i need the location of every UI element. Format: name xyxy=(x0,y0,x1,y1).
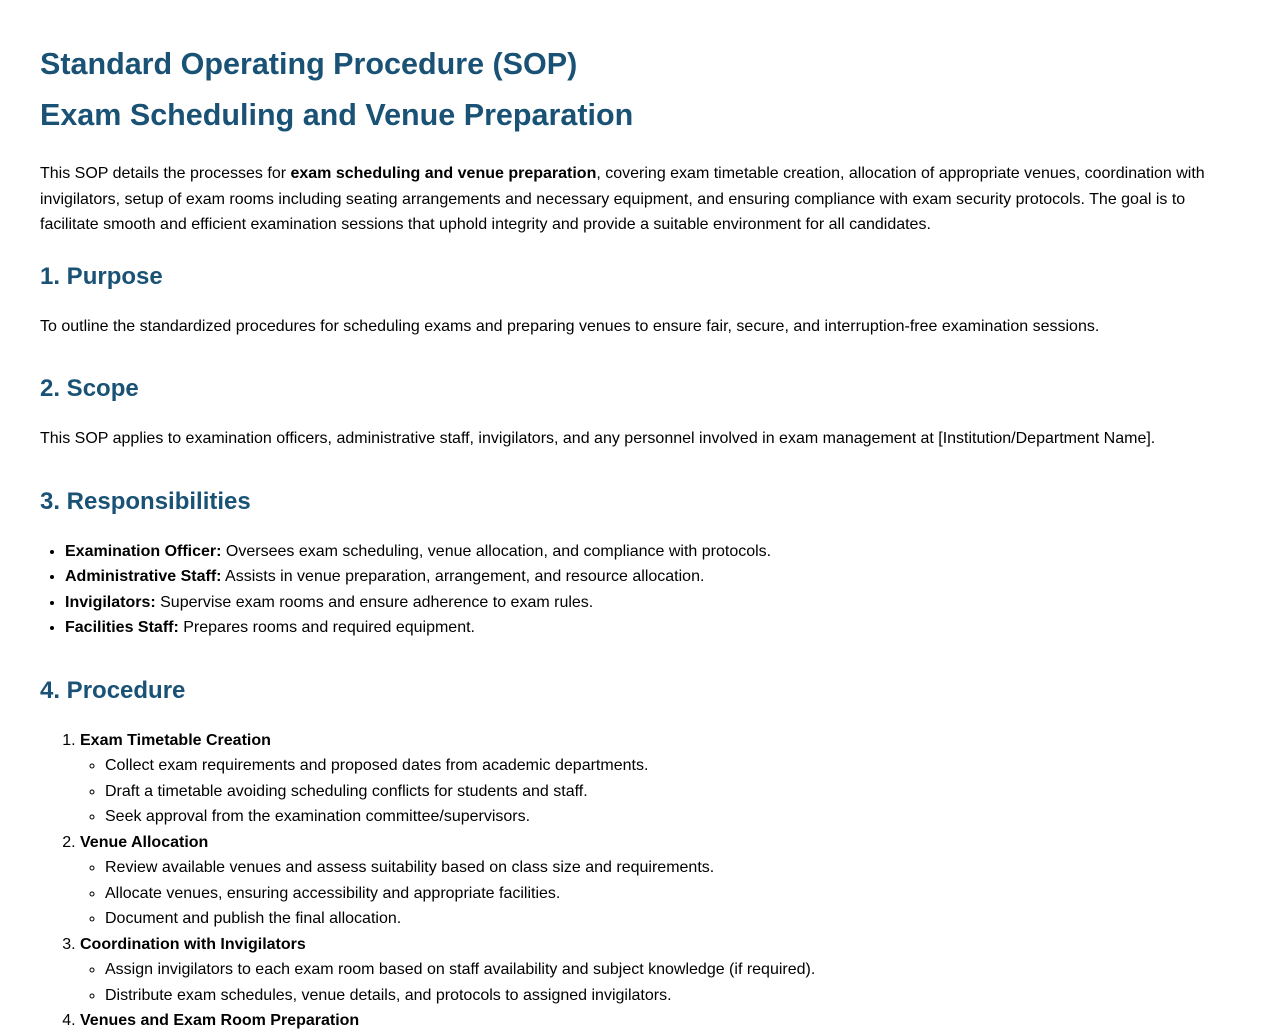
list-item: ◦ Draft a timetable avoiding scheduling conflicts for students and staff. xyxy=(105,779,1223,805)
step-substeps xyxy=(80,855,1223,932)
document-title: Standard Operating Procedure (SOP) xyxy=(40,47,578,81)
list-item xyxy=(65,539,1223,565)
list-item: ◦ Distribute exam schedules, venue details, and protocols to assigned invigilators. xyxy=(105,983,1223,1009)
intro-paragraph xyxy=(40,161,1220,238)
role-label: Examination Officer: xyxy=(65,542,222,560)
role-label: Administrative Staff: xyxy=(65,568,222,585)
procedure-step xyxy=(80,728,1223,830)
list-item: ◦ Document and publish the final allocation. xyxy=(105,906,1223,932)
step-title: Venue Allocation xyxy=(80,833,209,851)
intro-suffix: , covering exam timetable creation, allocation of appropriate venues, coordination with invigilators, setup of exam rooms including seating arrangements and necessary equipment, and ensuring compliance with exam security protocols. The goal is to facilitate smooth and efficient examination sessions that uphold integrity and provide a suitable environment for all candidates. xyxy=(40,165,1205,233)
step-title: Venues and Exam Room Preparation xyxy=(80,1012,360,1029)
list-item: ◦ Seek approval from the examination committee/supervisors. xyxy=(105,804,1223,830)
role-label: Invigilators: xyxy=(65,593,156,611)
role-description: Supervise exam rooms and ensure adherence to exam rules. xyxy=(155,593,594,611)
step-title: Exam Timetable Creation xyxy=(80,731,271,749)
intro-prefix: This SOP details the processes for xyxy=(40,165,291,182)
scope-text: This SOP applies to examination officers, administrative staff, invigilators, and any personnel involved in exam management at [Institution/Department Name]. xyxy=(40,430,1156,447)
list-item: ◦ Collect exam requirements and proposed dates from academic departments. xyxy=(105,753,1223,779)
document-subtitle: Exam Scheduling and Venue Preparation xyxy=(40,98,634,132)
role-description: Prepares rooms and required equipment. xyxy=(178,619,475,636)
role-description: Oversees exam scheduling, venue allocation, and compliance with protocols. xyxy=(221,542,772,560)
responsibilities-heading: 3. Responsibilities xyxy=(40,487,251,515)
step-title: Coordination with Invigilators xyxy=(80,935,306,953)
procedure-step xyxy=(80,830,1223,932)
list-item: ◦ Assign invigilators to each exam room based on staff availability and subject knowledge (if required). xyxy=(105,957,1223,983)
list-item xyxy=(65,590,1223,616)
list-item: ◦ Allocate venues, ensuring accessibility and appropriate facilities. xyxy=(105,881,1223,907)
procedure-step xyxy=(80,1008,1223,1034)
procedure-steps xyxy=(40,728,1223,1034)
list-item: ◦ Review available venues and assess suitability based on class size and requirements. xyxy=(105,855,1223,881)
procedure-step xyxy=(80,932,1223,1009)
purpose-heading: 1. Purpose xyxy=(40,262,163,290)
responsibilities-list xyxy=(40,539,1223,641)
role-description: Assists in venue preparation, arrangement, and resource allocation. xyxy=(221,568,705,585)
step-substeps xyxy=(80,957,1223,1008)
scope-heading: 2. Scope xyxy=(40,375,139,402)
step-substeps xyxy=(80,753,1223,830)
list-item xyxy=(65,615,1223,641)
intro-bold-phrase: exam scheduling and venue preparation xyxy=(290,165,597,182)
role-label: Facilities Staff: xyxy=(65,619,179,636)
procedure-heading: 4. Procedure xyxy=(40,676,186,704)
list-item xyxy=(65,564,1223,590)
purpose-text: To outline the standardized procedures for scheduling exams and preparing venues to ensure fair, secure, and interruption-free examination sessions. xyxy=(40,317,1100,335)
